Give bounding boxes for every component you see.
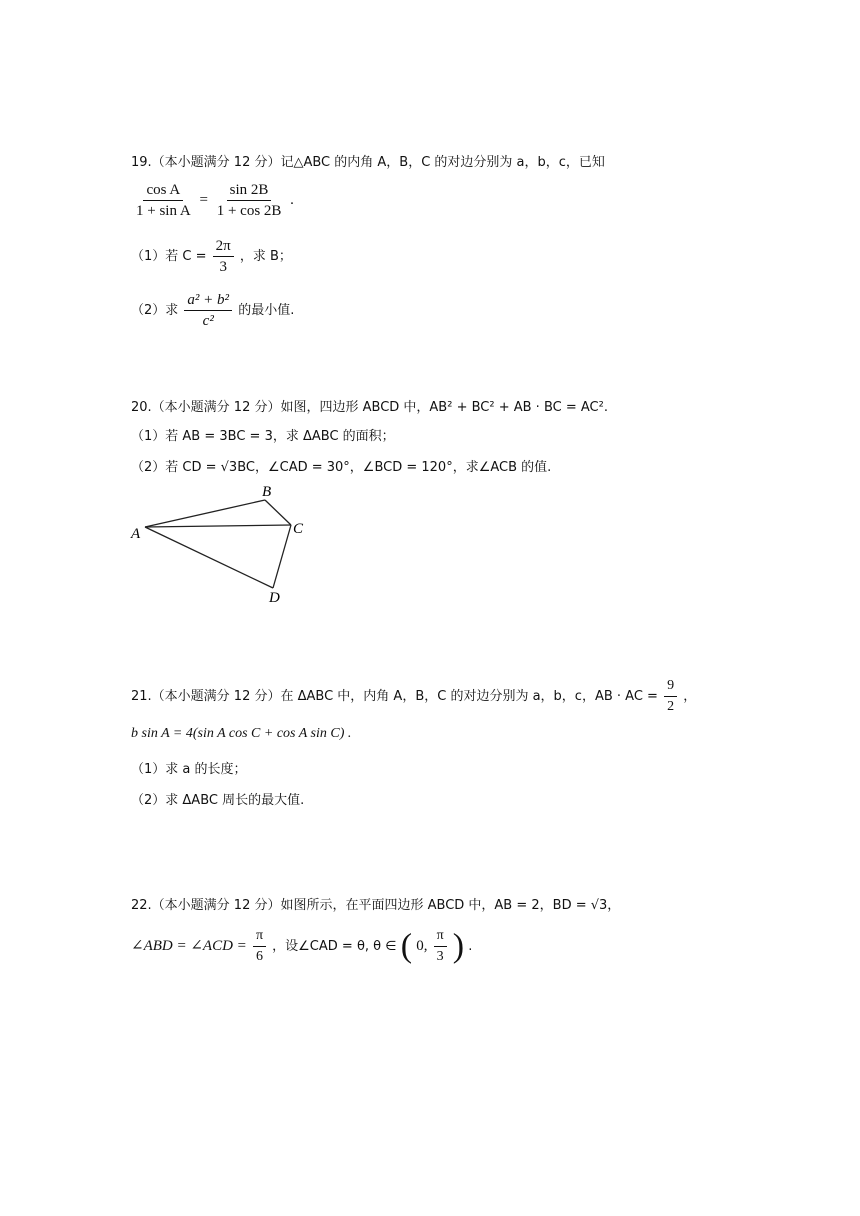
p19-lhs-fraction: $\frac{\text{cos A}}{\text{1 + sin A}}$ — [136, 182, 191, 219]
p19-part1: （1）若 C = $\frac{2\pi}{3}$ ，求 B； — [131, 238, 292, 275]
p21-equation: b sin A = 4(sin A cos C + cos A sin C) . — [131, 726, 352, 741]
p21-part1: （1）求 a 的长度； — [131, 762, 247, 777]
edge-cd — [273, 525, 291, 588]
p19-rhs-fraction: $\frac{\sin 2B}{1 + \cos 2B}$ — [216, 182, 282, 219]
label-a: A — [131, 526, 141, 542]
p19-statement: 19.（本小题满分 12 分）记△ABC 的内角 A，B，C 的对边分别为 a，b，c，已知 — [131, 155, 605, 170]
p22-interval-fraction: $\frac{\pi}{3}$ — [434, 926, 447, 967]
left-paren: ( — [400, 927, 413, 965]
label-c: C — [293, 521, 304, 537]
label-b: B — [262, 484, 272, 500]
p20-part2: （2）若 CD = √3BC，∠CAD = 30°，∠BCD = 120°，求∠ACB 的值. — [131, 460, 552, 475]
right-paren: ) — [452, 927, 465, 965]
p20-quadrilateral-figure — [125, 478, 325, 608]
p20-statement: 20.（本小题满分 12 分）如图，四边形 ABCD 中，AB² + BC² + AB · BC = AC². — [131, 400, 608, 415]
p21-part2: （2）求 ΔABC 周长的最大值. — [131, 793, 305, 808]
label-d: D — [269, 590, 280, 606]
p22-condition: ∠ABD = ∠ACD = $\frac{\pi}{6}$ ，设∠CAD = θ, θ ∈ ( 0, $\frac{\pi}{3}$ ) . — [131, 926, 472, 967]
p19-equation: $\frac{\text{cos A}}{\text{1 + sin A}}$ = $\frac{\sin 2B}{1 + \cos 2B}$ . — [131, 180, 294, 221]
edge-ab — [145, 500, 265, 527]
edge-bc — [265, 500, 291, 525]
p22-angle-fraction: $\frac{\pi}{6}$ — [253, 926, 266, 967]
p19-part2: （2）求 $\frac{\text{a² + b²}}{\text{c²}}$ 的最小值. — [131, 292, 295, 329]
edge-ad — [145, 527, 273, 588]
p22-statement: 22.（本小题满分 12 分）如图所示，在平面四边形 ABCD 中，AB = 2，BD = √3， — [131, 898, 621, 913]
p19-part2-fraction: $\frac{\text{a² + b²}}{\text{c²}}$ — [184, 290, 232, 331]
p21-statement: 21.（本小题满分 12 分）在 ΔABC 中，内角 A，B，C 的对边分别为 a，b，c，AB · AC = $\frac{9}{2}$ ， — [131, 676, 696, 717]
p20-part1: （1）若 AB = 3BC = 3，求 ΔABC 的面积； — [131, 429, 395, 444]
p21-fraction: $\frac{9}{2}$ — [664, 676, 677, 717]
p19-part1-fraction: $\frac{2\pi}{3}$ — [213, 236, 234, 277]
edge-ac — [145, 525, 291, 527]
